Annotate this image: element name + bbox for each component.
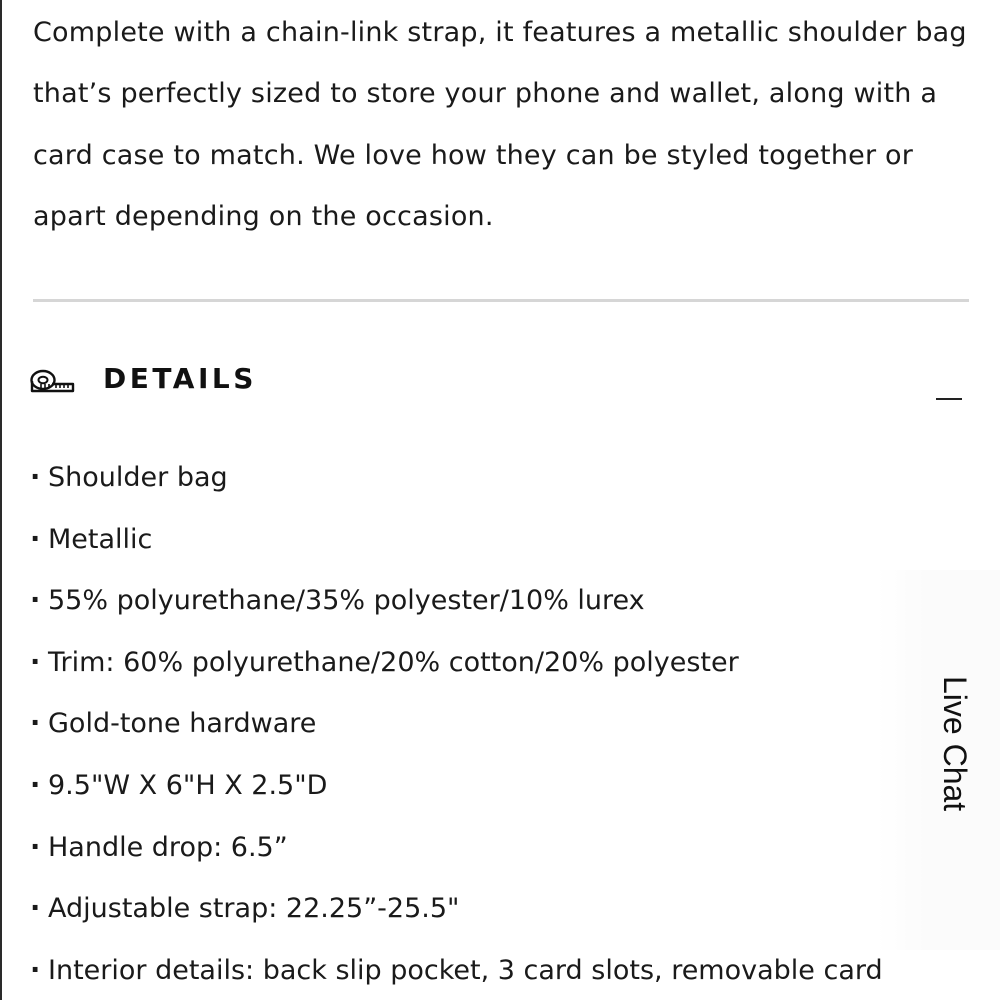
tape-measure-icon xyxy=(30,367,76,395)
detail-text: Trim: 60% polyurethane/20% cotton/20% polyester xyxy=(48,646,739,678)
bullet-dot: · xyxy=(30,585,41,617)
bullet-dot: · xyxy=(30,954,41,986)
section-divider xyxy=(33,299,969,302)
list-item xyxy=(30,570,990,632)
live-chat-label: Live Chat xyxy=(937,676,973,812)
list-item xyxy=(30,693,990,755)
detail-text: Metallic xyxy=(48,523,153,555)
product-description: Complete with a chain-link strap, it features a metallic shoulder bag that’s perfectly sized to store your phone and wallet, along with a card case to match. We love how they can be styled together or apart depending on the occasion. xyxy=(33,17,967,232)
detail-text: 55% polyurethane/35% polyester/10% lurex xyxy=(48,585,645,617)
details-accordion-header[interactable] xyxy=(30,360,970,410)
bullet-dot: · xyxy=(30,769,41,801)
detail-text: Adjustable strap: 22.25”-25.5" xyxy=(48,893,460,925)
list-item xyxy=(30,940,990,1000)
left-edge-border xyxy=(0,0,2,1000)
detail-text: Interior details: back slip pocket, 3 card slots, removable card xyxy=(48,954,883,986)
bullet-dot: · xyxy=(30,462,41,493)
details-list xyxy=(30,447,990,1000)
detail-text: Gold-tone hardware xyxy=(48,708,317,740)
minus-icon[interactable] xyxy=(936,398,962,400)
detail-text: 9.5"W X 6"H X 2.5"D xyxy=(48,769,328,801)
live-chat-button[interactable] xyxy=(876,570,1000,950)
bullet-dot: · xyxy=(30,708,41,740)
list-item xyxy=(30,632,990,694)
list-item xyxy=(30,755,990,817)
list-item xyxy=(30,878,990,940)
list-item xyxy=(30,509,990,571)
list-item xyxy=(30,817,990,879)
bullet-dot: · xyxy=(30,893,41,925)
details-title: DETAILS xyxy=(103,362,257,395)
bullet-dot: · xyxy=(30,523,41,555)
list-item xyxy=(30,447,990,509)
detail-text: Shoulder bag xyxy=(48,462,228,493)
bullet-dot: · xyxy=(30,646,41,678)
detail-text: Handle drop: 6.5” xyxy=(48,831,288,863)
bullet-dot: · xyxy=(30,831,41,863)
